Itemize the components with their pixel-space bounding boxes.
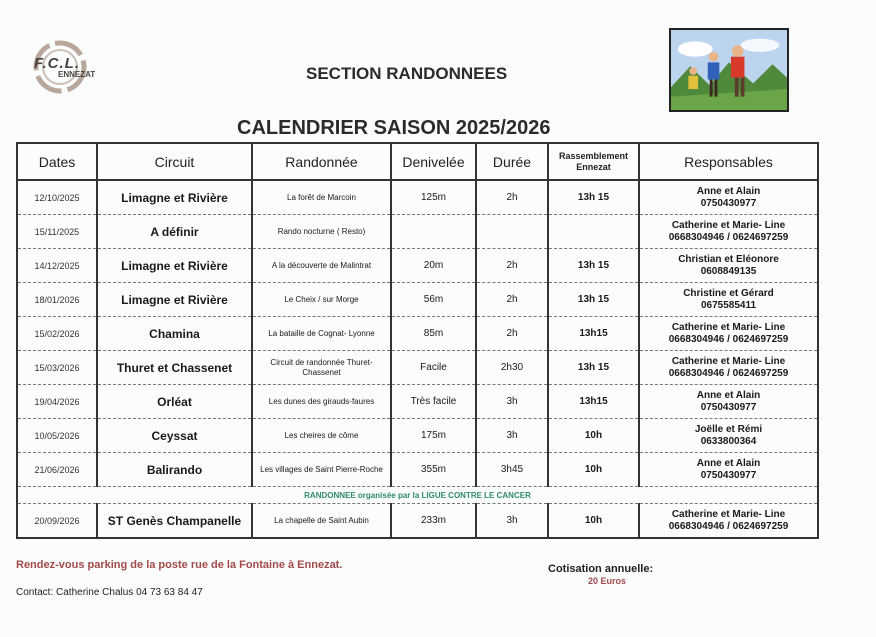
responsables-phones: 0750430977 (700, 401, 757, 413)
page-title: CALENDRIER SAISON 2025/2026 (237, 117, 551, 139)
cell-randonnee: Les cheires de côme (252, 419, 391, 453)
cell-date: 10/05/2026 (17, 419, 97, 453)
cell-responsables (639, 283, 818, 317)
responsables-names: Christian et Eléonore (678, 253, 779, 265)
section-title: SECTION RANDONNEES (306, 64, 508, 83)
cell-rassemblement: 10h (548, 453, 639, 487)
responsables-names: Anne et Alain (696, 457, 761, 469)
cell-circuit: Orléat (97, 385, 252, 419)
table-row (17, 385, 818, 419)
cell-randonnee: Les villages de Saint Pierre-Roche (252, 453, 391, 487)
cell-denivelee: 175m (391, 419, 476, 453)
cell-date: 20/09/2026 (17, 504, 97, 539)
cell-responsables (639, 453, 818, 487)
responsables-phones: 0668304946 / 0624697259 (668, 520, 789, 532)
cell-rassemblement: 13h 15 (548, 351, 639, 385)
cell-duree: 3h (476, 504, 548, 539)
cell-responsables (639, 419, 818, 453)
table-row (17, 453, 818, 487)
cell-denivelee: 56m (391, 283, 476, 317)
cell-denivelee (391, 215, 476, 249)
cell-rassemblement (548, 215, 639, 249)
cell-date: 12/10/2025 (17, 180, 97, 215)
cell-randonnee: Circuit de randonnée Thuret-Chassenet (252, 351, 391, 385)
cell-responsables (639, 317, 818, 351)
calendar-table (16, 142, 819, 539)
cell-randonnee: A la découverte de Malintrat (252, 249, 391, 283)
hikers-illustration (669, 28, 789, 112)
cell-randonnee: Rando nocturne ( Resto) (252, 215, 391, 249)
responsables-phones: 0668304946 / 0624697259 (668, 333, 789, 345)
cell-date: 14/12/2025 (17, 249, 97, 283)
cell-circuit: ST Genès Champanelle (97, 504, 252, 539)
cell-responsables (639, 249, 818, 283)
cell-denivelee: 20m (391, 249, 476, 283)
cell-responsables (639, 385, 818, 419)
cell-denivelee: 355m (391, 453, 476, 487)
responsables-names: Christine et Gérard (683, 287, 774, 299)
meeting-point-text: Rendez-vous parking de la poste rue de la Fontaine à Ennezat. (16, 559, 343, 571)
note-row (17, 487, 818, 504)
cell-circuit: Balirando (97, 453, 252, 487)
responsables-phones: 0668304946 / 0624697259 (668, 367, 789, 379)
table-row (17, 317, 818, 351)
cell-circuit: A définir (97, 215, 252, 249)
table-row (17, 283, 818, 317)
table-row (17, 351, 818, 385)
cell-date: 19/04/2026 (17, 385, 97, 419)
cell-date: 21/06/2026 (17, 453, 97, 487)
cell-rassemblement: 13h15 (548, 317, 639, 351)
responsables-phones: 0750430977 (700, 197, 757, 209)
cell-duree: 2h (476, 249, 548, 283)
cell-responsables (639, 180, 818, 215)
responsables-names: Catherine et Marie- Line (671, 355, 786, 367)
cell-rassemblement: 13h 15 (548, 283, 639, 317)
contact-text: Contact: Catherine Chalus 04 73 63 84 47 (16, 587, 203, 598)
cell-duree: 3h (476, 385, 548, 419)
cell-denivelee: Facile (391, 351, 476, 385)
table-row (17, 215, 818, 249)
cell-responsables (639, 504, 818, 539)
responsables-phones: 0675585411 (700, 299, 757, 311)
cell-rassemblement: 10h (548, 504, 639, 539)
cell-circuit: Limagne et Rivière (97, 180, 252, 215)
cell-rassemblement: 13h15 (548, 385, 639, 419)
cell-duree: 2h (476, 283, 548, 317)
cell-circuit: Chamina (97, 317, 252, 351)
table-row (17, 419, 818, 453)
cell-duree: 3h45 (476, 453, 548, 487)
cell-randonnee: La bataille de Cognat- Lyonne (252, 317, 391, 351)
column-header-duree: Durée (476, 143, 548, 180)
responsables-phones: 0608849135 (700, 265, 757, 277)
cell-circuit: Limagne et Rivière (97, 249, 252, 283)
cell-rassemblement: 13h 15 (548, 180, 639, 215)
cell-denivelee: 125m (391, 180, 476, 215)
responsables-names: Catherine et Marie- Line (671, 321, 786, 333)
responsables-names: Anne et Alain (696, 389, 761, 401)
cell-date: 15/03/2026 (17, 351, 97, 385)
cell-date: 18/01/2026 (17, 283, 97, 317)
table-row (17, 249, 818, 283)
column-header-dates: Dates (17, 143, 97, 180)
cell-duree: 2h (476, 317, 548, 351)
cell-circuit: Ceyssat (97, 419, 252, 453)
cell-randonnee: Les dunes des girauds-faures (252, 385, 391, 419)
cell-responsables (639, 351, 818, 385)
column-header-rassemblement: Rassemblement Ennezat (548, 143, 639, 180)
cell-rassemblement: 10h (548, 419, 639, 453)
cotisation-label: Cotisation annuelle: (548, 563, 654, 575)
cell-date: 15/02/2026 (17, 317, 97, 351)
ligue-note: RANDONNEE organisée par la LIGUE CONTRE LE CANCER (17, 487, 818, 504)
cell-denivelee: 85m (391, 317, 476, 351)
cell-duree (476, 215, 548, 249)
responsables-phones: 0633800364 (700, 435, 757, 447)
cell-duree: 2h30 (476, 351, 548, 385)
column-header-randonnee: Randonnée (252, 143, 391, 180)
cell-circuit: Thuret et Chassenet (97, 351, 252, 385)
cotisation-price: 20 Euros (588, 576, 627, 586)
cell-randonnee: La chapelle de Saint Aubin (252, 504, 391, 539)
responsables-names: Catherine et Marie- Line (671, 508, 786, 520)
table-header-row (17, 143, 818, 180)
cell-denivelee: 233m (391, 504, 476, 539)
table-row (17, 180, 818, 215)
cell-date: 15/11/2025 (17, 215, 97, 249)
responsables-phones: 0668304946 / 0624697259 (668, 231, 789, 243)
responsables-phones: 0750430977 (700, 469, 757, 481)
column-header-responsables: Responsables (639, 143, 818, 180)
logo-subtext: ENNEZAT (58, 70, 96, 79)
cell-duree: 3h (476, 419, 548, 453)
cell-responsables (639, 215, 818, 249)
cell-randonnee: La forêt de Marcoin (252, 180, 391, 215)
cell-circuit: Limagne et Rivière (97, 283, 252, 317)
cell-denivelee: Très facile (391, 385, 476, 419)
table-row (17, 504, 818, 539)
logo-text: F.C.L. (34, 55, 80, 72)
cell-rassemblement: 13h 15 (548, 249, 639, 283)
cell-duree: 2h (476, 180, 548, 215)
responsables-names: Catherine et Marie- Line (671, 219, 786, 231)
column-header-denivelee: Denivelée (391, 143, 476, 180)
responsables-names: Anne et Alain (696, 185, 761, 197)
column-header-circuit: Circuit (97, 143, 252, 180)
responsables-names: Joëlle et Rémi (694, 423, 763, 435)
cell-randonnee: Le Cheix / sur Morge (252, 283, 391, 317)
